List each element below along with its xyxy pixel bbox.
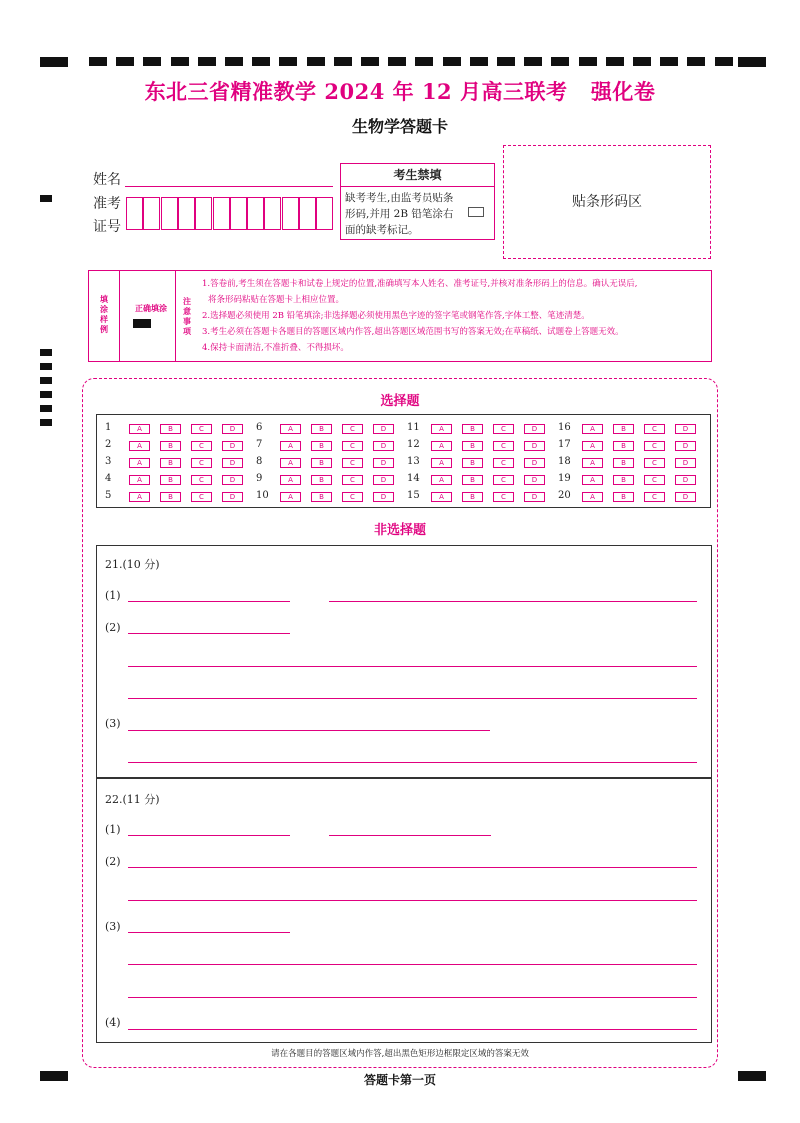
question-number: 1 (105, 422, 112, 433)
answer-bubble[interactable]: D (373, 475, 394, 485)
answer-bubble[interactable]: A (582, 458, 603, 468)
answer-bubble[interactable]: A (582, 475, 603, 485)
answer-bubble[interactable]: A (280, 475, 301, 485)
answer-bubble[interactable]: B (462, 441, 483, 451)
timing-mark-top-right (738, 57, 766, 67)
q22-part-4: (4) (105, 1016, 121, 1029)
answer-bubble[interactable]: B (311, 475, 332, 485)
timing-dash (687, 57, 705, 66)
answer-bubble[interactable]: C (342, 475, 363, 485)
question-number: 15 (407, 490, 420, 501)
page-title: 东北三省精准教学 2024 年 12 月高三联考 强化卷 (144, 79, 656, 104)
answer-bubble[interactable]: A (129, 458, 150, 468)
timing-dash (89, 57, 107, 66)
answer-bubble[interactable]: A (280, 458, 301, 468)
q22-1-blank-a[interactable] (128, 835, 290, 836)
q21-title: 21.(10 分) (105, 558, 160, 571)
timing-dash (633, 57, 651, 66)
q22-3-blank-b[interactable] (128, 964, 697, 965)
q21-3-blank-a[interactable] (128, 730, 490, 731)
notes-panel (88, 270, 712, 362)
correct-fill-label: 正确填涂 (135, 304, 167, 313)
timing-dash (252, 57, 270, 66)
answer-bubble[interactable]: D (373, 458, 394, 468)
q21-2-blank-a[interactable] (128, 633, 290, 634)
answer-bubble[interactable]: C (493, 492, 514, 502)
answer-bubble[interactable]: D (222, 441, 243, 451)
q22-3-blank-a[interactable] (128, 932, 290, 933)
q22-3-blank-c[interactable] (128, 997, 697, 998)
note-rule-2: 2.选择题必须使用 2B 铅笔填涂;非选择题必须使用黑色字迹的签字笔或钢笔作答,字体工整、笔迹清楚。 (202, 311, 590, 321)
answer-bubble[interactable]: A (431, 441, 452, 451)
exam-staff-instructions: 缺考考生,由监考员贴条形码,并用 2B 铅笔涂右面的缺考标记。 (345, 192, 454, 236)
answer-bubble[interactable]: A (431, 492, 452, 502)
question-number: 11 (407, 422, 420, 433)
timing-dash (579, 57, 597, 66)
answer-bubble[interactable]: C (644, 424, 665, 434)
answer-bubble[interactable]: D (675, 441, 696, 451)
answer-bubble[interactable]: A (129, 441, 150, 451)
timing-dash (415, 57, 433, 66)
answer-bubble[interactable]: B (462, 458, 483, 468)
answer-bubble[interactable]: A (431, 424, 452, 434)
answer-bubble[interactable]: B (613, 424, 634, 434)
answer-bubble[interactable]: D (675, 424, 696, 434)
q22-part-3: (3) (105, 920, 121, 933)
answer-bubble[interactable]: C (644, 475, 665, 485)
answer-bubble[interactable]: D (675, 475, 696, 485)
answer-bubble[interactable]: D (524, 441, 545, 451)
question-number: 20 (558, 490, 571, 501)
mcq-grid (96, 414, 711, 508)
timing-dash (225, 57, 243, 66)
timing-mark-side-3 (40, 377, 52, 384)
timing-dash (171, 57, 189, 66)
id-digit-cell[interactable] (316, 197, 333, 230)
q21-part-2: (2) (105, 621, 121, 634)
answer-bubble[interactable]: C (493, 424, 514, 434)
question-number: 17 (558, 439, 571, 450)
id-digit-cell[interactable] (230, 197, 247, 230)
q21-1-blank-a[interactable] (128, 601, 290, 602)
answer-bubble[interactable]: B (462, 475, 483, 485)
notes-label: 注意事项 (183, 297, 191, 336)
absent-mark-bubble[interactable] (468, 207, 484, 217)
id-digit-cell[interactable] (126, 197, 143, 230)
timing-mark-top-left (40, 57, 68, 67)
answer-bubble[interactable]: C (342, 458, 363, 468)
answer-bubble[interactable]: B (160, 424, 181, 434)
q22-part-2: (2) (105, 855, 121, 868)
answer-bubble[interactable]: B (311, 424, 332, 434)
answer-bubble[interactable]: B (160, 475, 181, 485)
answer-bubble[interactable]: B (613, 492, 634, 502)
q22-4-blank-a[interactable] (128, 1029, 697, 1030)
question-number: 4 (105, 473, 112, 484)
timing-dash (334, 57, 352, 66)
timing-dash (524, 57, 542, 66)
timing-dash (279, 57, 297, 66)
answer-bubble[interactable]: D (675, 458, 696, 468)
timing-dash (361, 57, 379, 66)
answer-bubble[interactable]: D (222, 475, 243, 485)
exam-staff-box (340, 163, 495, 240)
answer-bubble[interactable]: C (644, 441, 665, 451)
answer-bubble[interactable]: A (280, 492, 301, 502)
barcode-area: 贴条形码区 (503, 145, 711, 259)
id-digit-cell[interactable] (195, 197, 212, 230)
id-digit-cell[interactable] (161, 197, 178, 230)
q21-3-blank-b[interactable] (128, 762, 697, 763)
answer-bubble[interactable]: B (160, 492, 181, 502)
exam-staff-heading: 考生禁填 (341, 164, 494, 187)
answer-bubble[interactable]: C (342, 492, 363, 502)
note-rule-1b: 将条形码粘贴在答题卡上相应位置。 (208, 295, 345, 305)
answer-bubble[interactable]: D (524, 458, 545, 468)
answer-bubble[interactable]: A (280, 441, 301, 451)
question-number: 7 (256, 439, 263, 450)
question-number: 18 (558, 456, 571, 467)
note-rule-4: 4.保持卡面清洁,不准折叠、不得损坏。 (202, 343, 349, 353)
name-field[interactable] (125, 186, 333, 187)
answer-bubble[interactable]: C (191, 458, 212, 468)
timing-dash (443, 57, 461, 66)
question-number: 19 (558, 473, 571, 484)
q21-2-blank-c[interactable] (128, 698, 697, 699)
answer-bubble[interactable]: A (431, 458, 452, 468)
question-number: 12 (407, 439, 420, 450)
q22-title: 22.(11 分) (105, 793, 160, 806)
answer-bubble[interactable]: B (462, 492, 483, 502)
timing-dash (198, 57, 216, 66)
answer-bubble[interactable]: B (160, 441, 181, 451)
answer-bubble[interactable]: A (129, 475, 150, 485)
answer-bubble[interactable]: C (493, 458, 514, 468)
answer-bubble[interactable]: A (582, 492, 603, 502)
id-digit-cell[interactable] (213, 197, 230, 230)
question-number: 9 (256, 473, 263, 484)
note-rule-3: 3.考生必须在答题卡各题目的答题区域内作答,超出答题区域范围书写的答案无效;在草稿纸、试题卷上答题无效。 (202, 327, 624, 337)
id-digit-cell[interactable] (282, 197, 299, 230)
answer-bubble[interactable]: C (644, 492, 665, 502)
answer-bubble[interactable]: C (191, 492, 212, 502)
id-label-line1: 准考 (93, 196, 121, 212)
id-digit-cell[interactable] (299, 197, 316, 230)
timing-mark-side-1 (40, 349, 52, 356)
answer-bubble[interactable]: A (582, 441, 603, 451)
timing-mark-side-6 (40, 419, 52, 426)
answer-bubble[interactable]: C (191, 475, 212, 485)
q21-answer-box (96, 545, 712, 778)
timing-dash (143, 57, 161, 66)
name-label: 姓名 (93, 172, 121, 188)
timing-dash (606, 57, 624, 66)
timing-dash (307, 57, 325, 66)
answer-bubble[interactable]: C (191, 424, 212, 434)
q22-2-blank-b[interactable] (128, 900, 697, 901)
answer-bubble[interactable]: B (613, 441, 634, 451)
answer-bubble[interactable]: A (129, 492, 150, 502)
correct-fill-sample (133, 319, 151, 328)
answer-bubble[interactable]: A (431, 475, 452, 485)
timing-dash (551, 57, 569, 66)
timing-mark-side-2 (40, 363, 52, 370)
question-number: 3 (105, 456, 112, 467)
answer-bubble[interactable]: B (160, 458, 181, 468)
mcq-heading: 选择题 (380, 394, 420, 409)
answer-bubble[interactable]: C (191, 441, 212, 451)
answer-bubble[interactable]: D (373, 424, 394, 434)
answer-bubble[interactable]: D (373, 441, 394, 451)
answer-bubble[interactable]: B (613, 458, 634, 468)
question-number: 13 (407, 456, 420, 467)
timing-dash (470, 57, 488, 66)
id-digit-cell[interactable] (143, 197, 160, 230)
question-number: 8 (256, 456, 263, 467)
answer-bubble[interactable]: A (280, 424, 301, 434)
question-number: 14 (407, 473, 420, 484)
id-digit-cell[interactable] (264, 197, 281, 230)
q22-answer-box (96, 778, 712, 1043)
footer-note: 请在各题目的答题区域内作答,超出黑色矩形边框限定区域的答案无效 (271, 1049, 529, 1059)
answer-bubble[interactable]: C (644, 458, 665, 468)
timing-mark-left-small (40, 195, 52, 202)
answer-bubble[interactable]: C (493, 475, 514, 485)
answer-bubble[interactable]: B (311, 441, 332, 451)
q21-2-blank-b[interactable] (128, 666, 697, 667)
answer-bubble[interactable]: C (493, 441, 514, 451)
answer-bubble[interactable]: D (524, 492, 545, 502)
q21-1-blank-b[interactable] (329, 601, 697, 602)
answer-bubble[interactable]: B (613, 475, 634, 485)
q21-part-1: (1) (105, 589, 121, 602)
timing-dash (388, 57, 406, 66)
q21-part-3: (3) (105, 717, 121, 730)
answer-bubble[interactable]: D (524, 424, 545, 434)
q22-2-blank-a[interactable] (128, 867, 697, 868)
answer-bubble[interactable]: B (311, 492, 332, 502)
answer-bubble[interactable]: D (524, 475, 545, 485)
nonmcq-heading: 非选择题 (373, 523, 426, 538)
answer-bubble[interactable]: D (675, 492, 696, 502)
question-number: 5 (105, 490, 112, 501)
timing-dash (497, 57, 515, 66)
question-number: 2 (105, 439, 112, 450)
answer-bubble[interactable]: C (342, 441, 363, 451)
answer-bubble[interactable]: C (342, 424, 363, 434)
timing-dash (660, 57, 678, 66)
answer-bubble[interactable]: B (462, 424, 483, 434)
answer-bubble[interactable]: D (373, 492, 394, 502)
q22-part-1: (1) (105, 823, 121, 836)
question-number: 16 (558, 422, 571, 433)
timing-dash (116, 57, 134, 66)
page-footer: 答题卡第一页 (363, 1073, 436, 1087)
note-rule-1: 1.答卷前,考生须在答题卡和试卷上规定的位置,准确填写本人姓名、准考证号,并核对准条形码上的信息。确认无误后, (202, 279, 638, 289)
id-label-line2: 证号 (93, 219, 121, 235)
id-digit-cell[interactable] (178, 197, 195, 230)
id-digit-cell[interactable] (247, 197, 264, 230)
q22-1-blank-b[interactable] (329, 835, 491, 836)
answer-bubble[interactable]: B (311, 458, 332, 468)
fill-example-label: 填涂样例 (100, 295, 108, 334)
answer-bubble[interactable]: D (222, 424, 243, 434)
answer-bubble[interactable]: D (222, 458, 243, 468)
answer-bubble[interactable]: A (582, 424, 603, 434)
timing-dash (715, 57, 733, 66)
answer-bubble[interactable]: D (222, 492, 243, 502)
answer-bubble[interactable]: A (129, 424, 150, 434)
question-number: 6 (256, 422, 263, 433)
page-subtitle: 生物学答题卡 (351, 117, 448, 136)
question-number: 10 (256, 490, 269, 501)
